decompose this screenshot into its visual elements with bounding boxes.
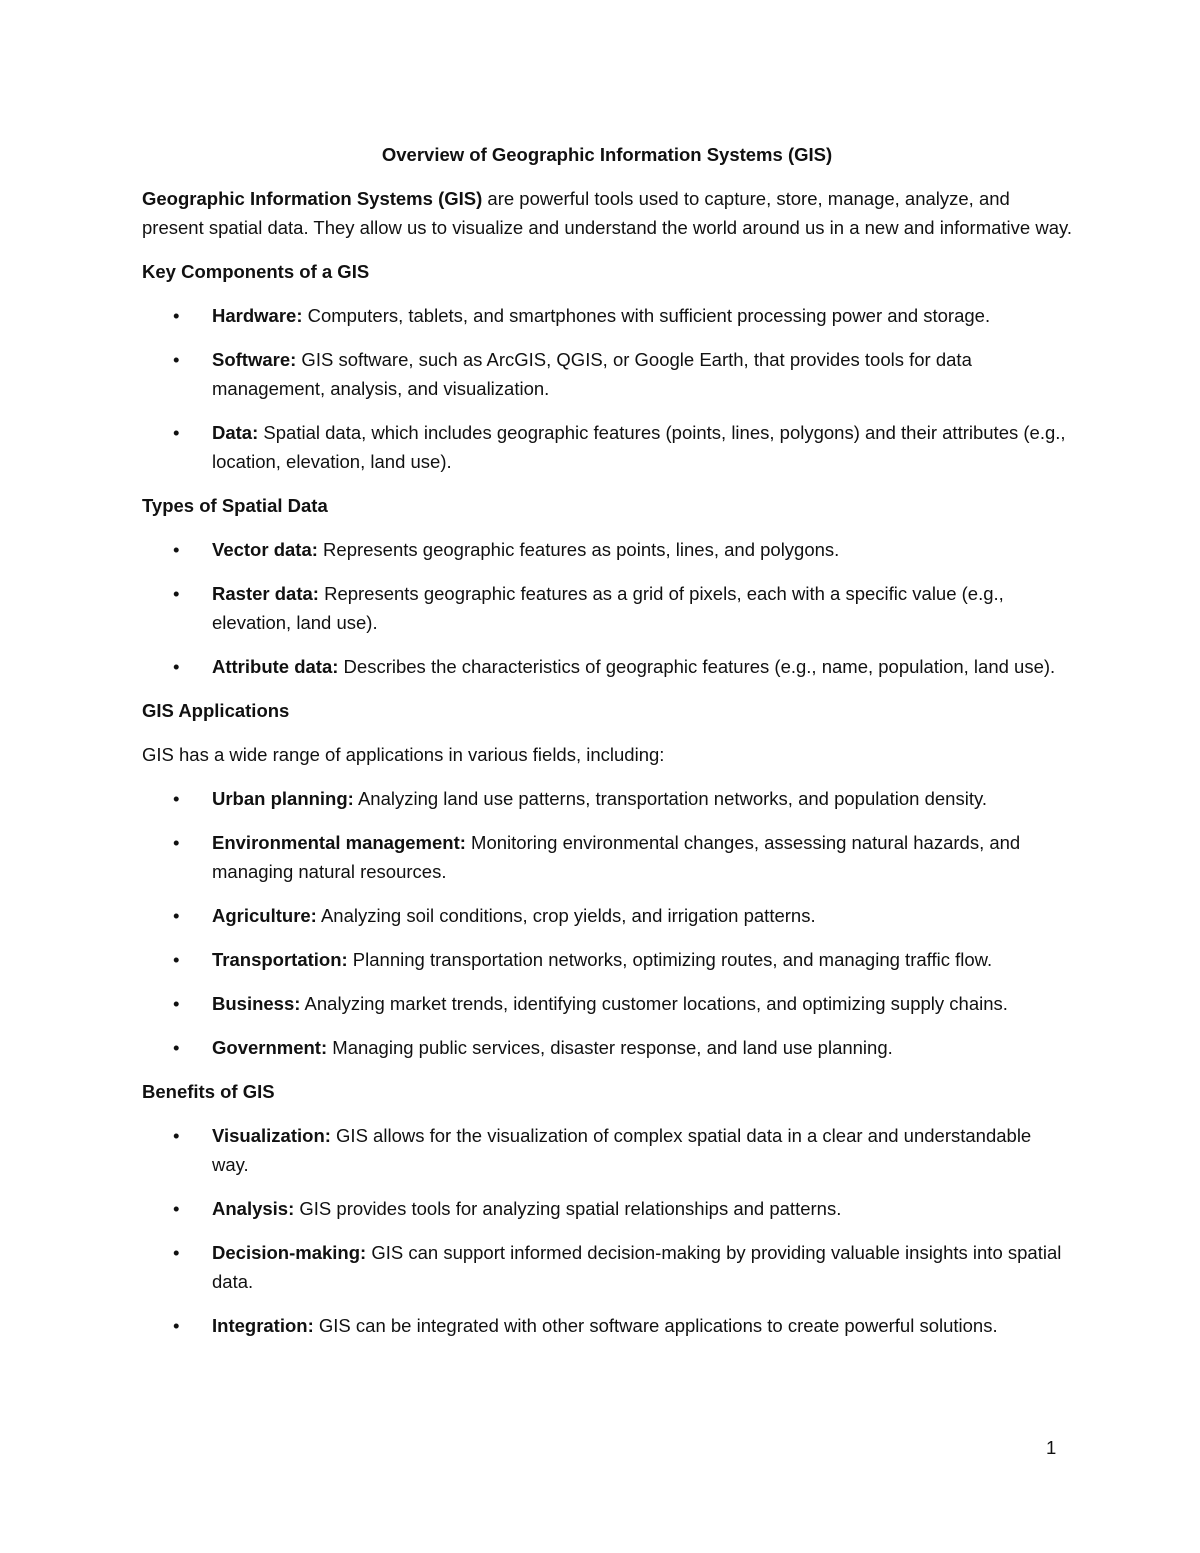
bullet-icon: • xyxy=(173,905,180,926)
item-text: Describes the characteristics of geographic features (e.g., name, population, land use). xyxy=(338,656,1056,677)
applications-intro: GIS has a wide range of applications in various fields, including: xyxy=(142,744,665,765)
item-term: Business: xyxy=(212,993,301,1014)
list-item xyxy=(142,301,1072,330)
list-item xyxy=(142,1121,1072,1179)
list-benefits xyxy=(142,1121,1072,1340)
list-item xyxy=(142,579,1072,637)
section-heading-applications: GIS Applications xyxy=(142,700,290,721)
section-heading-spatial-data-types: Types of Spatial Data xyxy=(142,495,328,516)
item-text: GIS can be integrated with other software applications to create powerful solutions. xyxy=(313,1315,998,1336)
item-term: Transportation: xyxy=(212,949,348,970)
item-term: Integration: xyxy=(212,1315,314,1336)
list-item xyxy=(142,989,1072,1018)
bullet-icon: • xyxy=(173,993,180,1014)
intro-term: Geographic Information Systems (GIS) xyxy=(142,188,483,209)
list-item xyxy=(142,945,1072,974)
bullet-icon: • xyxy=(173,305,180,326)
item-text: Computers, tablets, and smartphones with sufficient processing power and storage. xyxy=(302,305,991,326)
bullet-icon: • xyxy=(173,1037,180,1058)
list-item xyxy=(142,535,1072,564)
bullet-icon: • xyxy=(173,656,180,677)
item-term: Data: xyxy=(212,422,259,443)
bullet-icon: • xyxy=(173,1198,180,1219)
item-term: Urban planning: xyxy=(212,788,354,809)
item-term: Analysis: xyxy=(212,1198,295,1219)
bullet-icon: • xyxy=(173,422,180,443)
list-spatial-data-types xyxy=(142,535,1072,681)
document-title: Overview of Geographic Information Systems (GIS) xyxy=(381,144,833,165)
list-key-components xyxy=(142,301,1072,476)
list-item xyxy=(142,652,1072,681)
item-term: Environmental management: xyxy=(212,832,466,853)
item-term: Software: xyxy=(212,349,297,370)
intro-text: are powerful tools used to capture, store, manage, analyze, and present spatial data. They allow us to visualize and understand the world around us in a new and informative way. xyxy=(142,188,1072,238)
bullet-icon: • xyxy=(173,1125,180,1146)
item-term: Raster data: xyxy=(212,583,319,604)
intro-paragraph xyxy=(142,184,1072,242)
item-term: Visualization: xyxy=(212,1125,331,1146)
list-item xyxy=(142,784,1072,813)
item-text: Managing public services, disaster response, and land use planning. xyxy=(327,1037,893,1058)
list-applications xyxy=(142,784,1072,1062)
item-text: GIS software, such as ArcGIS, QGIS, or Google Earth, that provides tools for data management, analysis, and visualization. xyxy=(212,349,972,399)
list-item xyxy=(142,901,1072,930)
item-term: Government: xyxy=(212,1037,328,1058)
list-item xyxy=(142,1033,1072,1062)
item-term: Attribute data: xyxy=(212,656,339,677)
item-term: Vector data: xyxy=(212,539,318,560)
item-text: Analyzing soil conditions, crop yields, and irrigation patterns. xyxy=(316,905,816,926)
list-item xyxy=(142,1238,1072,1296)
item-text: Represents geographic features as a grid of pixels, each with a specific value (e.g., elevation, land use). xyxy=(212,583,1004,633)
item-text: GIS can support informed decision-making by providing valuable insights into spatial data. xyxy=(212,1242,1062,1292)
list-item xyxy=(142,828,1072,886)
list-item xyxy=(142,345,1072,403)
bullet-icon: • xyxy=(173,1242,180,1263)
item-text: Analyzing market trends, identifying customer locations, and optimizing supply chains. xyxy=(300,993,1008,1014)
item-term: Hardware: xyxy=(212,305,303,326)
item-text: Spatial data, which includes geographic features (points, lines, polygons) and their attributes (e.g., location, elevation, land use). xyxy=(212,422,1066,472)
bullet-icon: • xyxy=(173,349,180,370)
item-term: Decision-making: xyxy=(212,1242,367,1263)
bullet-icon: • xyxy=(173,583,180,604)
item-text: Monitoring environmental changes, assessing natural hazards, and managing natural resources. xyxy=(212,832,1021,882)
document-body xyxy=(142,140,1072,1355)
list-item xyxy=(142,418,1072,476)
section-heading-benefits: Benefits of GIS xyxy=(142,1081,275,1102)
item-text: GIS allows for the visualization of complex spatial data in a clear and understandable way. xyxy=(212,1125,1032,1175)
item-text: GIS provides tools for analyzing spatial relationships and patterns. xyxy=(294,1198,842,1219)
page-number: 1 xyxy=(1046,1437,1057,1458)
bullet-icon: • xyxy=(173,788,180,809)
list-item xyxy=(142,1311,1072,1340)
section-heading-key-components: Key Components of a GIS xyxy=(142,261,370,282)
item-text: Analyzing land use patterns, transportation networks, and population density. xyxy=(353,788,987,809)
list-item xyxy=(142,1194,1072,1223)
bullet-icon: • xyxy=(173,1315,180,1336)
bullet-icon: • xyxy=(173,539,180,560)
item-text: Planning transportation networks, optimizing routes, and managing traffic flow. xyxy=(347,949,993,970)
bullet-icon: • xyxy=(173,832,180,853)
bullet-icon: • xyxy=(173,949,180,970)
item-term: Agriculture: xyxy=(212,905,317,926)
item-text: Represents geographic features as points, lines, and polygons. xyxy=(317,539,840,560)
